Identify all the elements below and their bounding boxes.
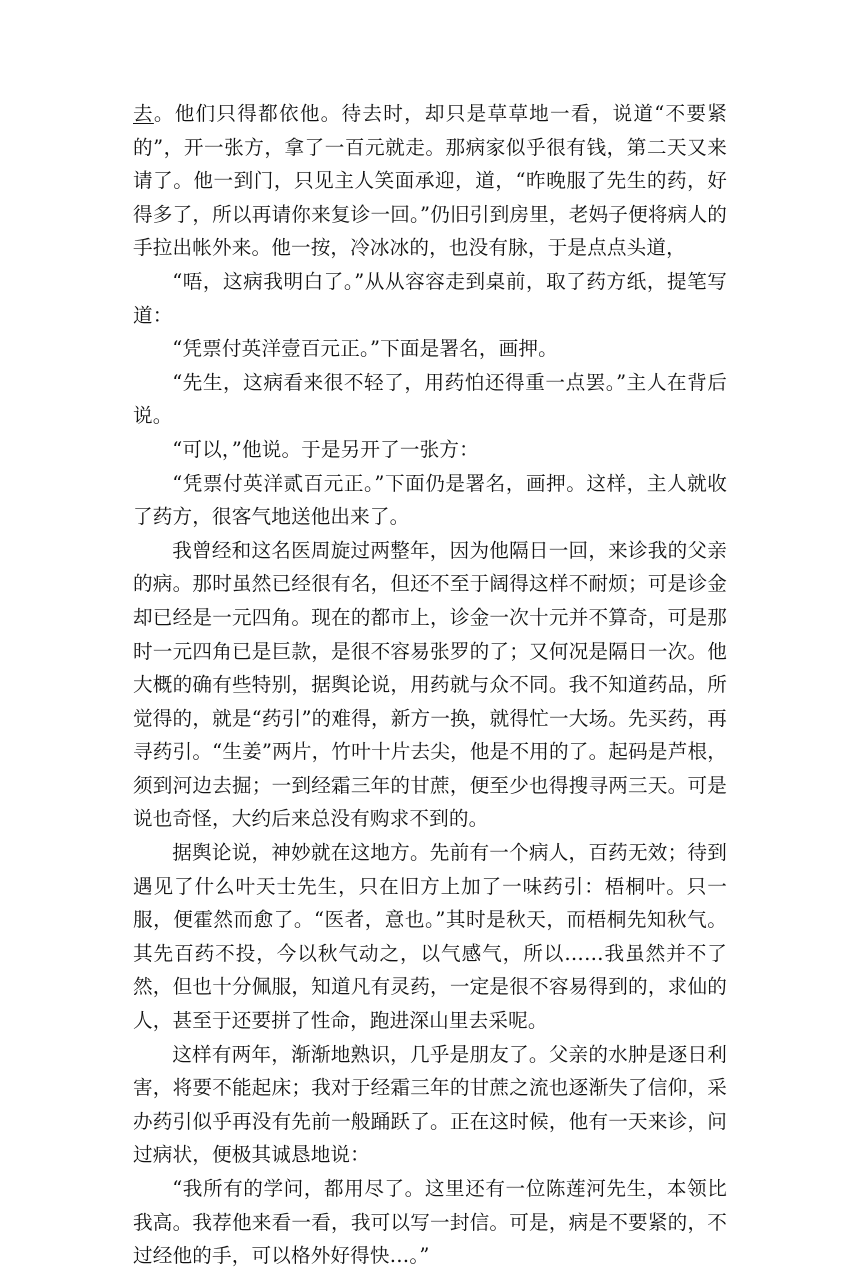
underlined-lead-char: 去 <box>133 102 154 125</box>
paragraph-2: “唔，这病我明白了。”从从容容走到桌前，取了药方纸，提笔写道： <box>133 269 727 327</box>
paragraph-10: “我所有的学问，都用尽了。这里还有一位陈莲河先生，本领比我高。我荐他来看一看，我可以写一封信。可是，病是不要紧的，不过经他的手，可以格外好得快…。” <box>133 1177 727 1268</box>
document-page <box>133 97 727 1273</box>
paragraph-8: 据舆论说，神妙就在这地方。先前有一个病人，百药无效；待到遇见了什么叶天士先生，只在旧方上加了一味药引：梧桐叶。只一服，便霍然而愈了。“医者，意也。”其时是秋天，而梧桐先知秋气。其先百药不投，今以秋气动之，以气感气，所以……我虽然并不了然，但也十分佩服，知道凡有灵药，一定是很不容易得到的，求仙的人，甚至于还要拼了性命，跑进深山里去采呢。 <box>133 841 727 1033</box>
paragraph-text: 。他们只得都依他。待去时，却只是草草地一看，说道“不要紧的”，开一张方，拿了一百元就走。那病家似乎很有钱，第二天又来请了。他一到门，只见主人笑面承迎，道，“昨晚服了先生的药，好得多了，所以再请你来复诊一回。”仍旧引到房里，老妈子便将病人的手拉出帐外来。他一按，冷冰冰的，也没有脉，于是点点头道， <box>133 102 727 260</box>
paragraph-4: “先生，这病看来很不轻了，用药怕还得重一点罢。”主人在背后说。 <box>133 370 727 428</box>
paragraph-7: 我曾经和这名医周旋过两整年，因为他隔日一回，来诊我的父亲的病。那时虽然已经很有名，但还不至于阔得这样不耐烦；可是诊金却已经是一元四角。现在的都市上，诊金一次十元并不算奇，可是那时一元四角已是巨款，是很不容易张罗的了；又何况是隔日一次。他大概的确有些特别，据舆论说，用药就与众不同。我不知道药品，所觉得的，就是“药引”的难得，新方一换，就得忙一大场。先买药，再寻药引。“生姜”两片，竹叶十片去尖，他是不用的了。起码是芦根，须到河边去掘；一到经霜三年的甘蔗，便至少也得搜寻两三天。可是说也奇怪，大约后来总没有购求不到的。 <box>133 538 727 831</box>
paragraph-3: “凭票付英洋壹百元正。”下面是署名，画押。 <box>172 337 558 361</box>
paragraph-5: “可以，”他说。于是另开了一张方： <box>172 437 479 461</box>
paragraph-9: 这样有两年，渐渐地熟识，几乎是朋友了。父亲的水肿是逐日利害，将要不能起床；我对于经霜三年的甘蔗之流也逐渐失了信仰，采办药引似乎再没有先前一般踊跃了。正在这时候，他有一天来诊，问过病状，便极其诚恳地说： <box>133 1042 727 1167</box>
paragraph-6: “凭票付英洋贰百元正。”下面仍是署名，画押。这样，主人就收了药方，很客气地送他出来了。 <box>133 471 727 529</box>
paragraph-1 <box>133 97 727 265</box>
